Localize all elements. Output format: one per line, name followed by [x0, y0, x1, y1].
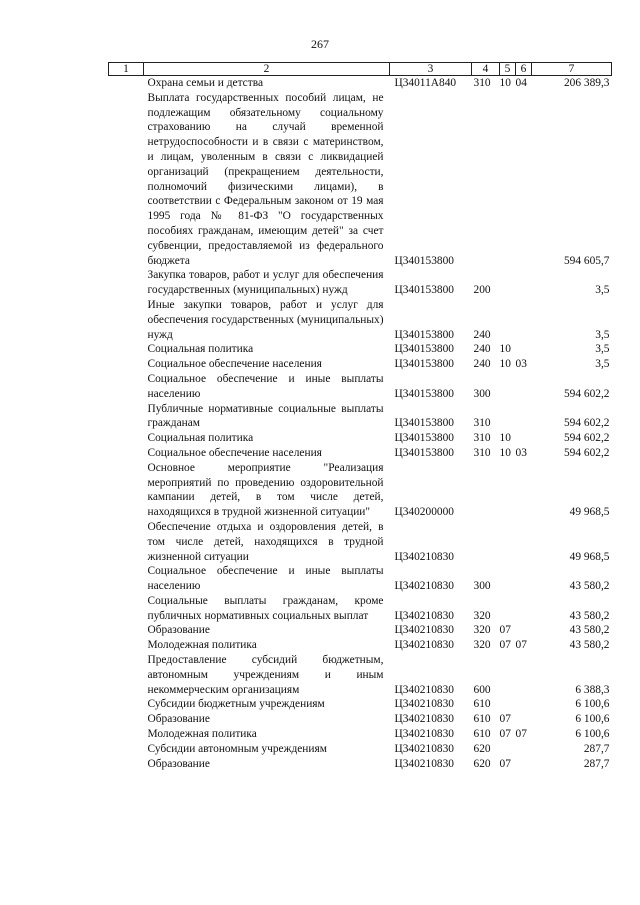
- row-pr: [516, 712, 532, 727]
- blank-cell: [109, 268, 144, 298]
- row-rz: [500, 520, 516, 564]
- column-header-6: 6: [516, 63, 532, 76]
- row-pr: [516, 697, 532, 712]
- row-kvr: 620: [473, 742, 491, 755]
- row-rz: [500, 298, 516, 342]
- row-code: Ц340210830: [394, 683, 454, 696]
- row-sum: 594 602,2: [563, 432, 610, 445]
- row-rz: [500, 564, 516, 594]
- column-header-1: 1: [109, 63, 144, 76]
- table-row: [109, 564, 612, 594]
- row-rz: [500, 594, 516, 624]
- row-name: Образование: [147, 757, 210, 770]
- table-row: [109, 268, 612, 298]
- row-kvr: 610: [473, 713, 491, 726]
- row-code: Ц340153800: [394, 446, 454, 459]
- table-row: [109, 653, 612, 697]
- row-pr: [516, 431, 532, 446]
- row-code: Ц340153800: [394, 387, 454, 400]
- row-kvr: 600: [473, 683, 491, 696]
- row-code: Ц340153800: [394, 358, 454, 371]
- row-name: Иные закупки товаров, работ и услуг для обеспечения государственных (муниципальных) нужд: [147, 298, 384, 341]
- row-kvr: 320: [473, 639, 491, 652]
- row-name: Охрана семьи и детства: [147, 77, 263, 89]
- blank-cell: [109, 594, 144, 624]
- row-kvr: 620: [473, 757, 491, 770]
- table-row: [109, 520, 612, 564]
- row-code: Ц340153800: [394, 328, 454, 341]
- row-rz: 10: [499, 446, 511, 459]
- row-sum: 43 580,2: [569, 580, 610, 593]
- blank-cell: [109, 564, 144, 594]
- column-header-5: 5: [500, 63, 516, 76]
- blank-cell: [109, 461, 144, 520]
- row-pr: [516, 623, 532, 638]
- row-rz: [500, 372, 516, 402]
- row-sum: 594 602,2: [563, 387, 610, 400]
- table-row: [109, 402, 612, 432]
- row-pr: 07: [515, 728, 527, 741]
- row-kvr: 310: [473, 432, 491, 445]
- row-pr: [516, 461, 532, 520]
- row-name: Социальная политика: [147, 343, 254, 356]
- blank-cell: [109, 712, 144, 727]
- row-pr: [516, 564, 532, 594]
- row-code: Ц340153800: [394, 417, 454, 430]
- table-body: [109, 76, 612, 772]
- row-name: Образование: [147, 624, 210, 637]
- row-sum: 594 605,7: [563, 254, 610, 267]
- row-rz: 10: [499, 77, 511, 89]
- row-code: Ц340210830: [394, 580, 454, 593]
- blank-cell: [109, 742, 144, 757]
- row-name: Социальное обеспечение и иные выплаты населению: [147, 372, 384, 400]
- column-header-2: 2: [144, 63, 390, 76]
- table-row: [109, 757, 612, 772]
- blank-cell: [109, 402, 144, 432]
- table-row: [109, 372, 612, 402]
- row-pr: [516, 757, 532, 772]
- row-name: Молодежная политика: [147, 639, 257, 652]
- row-kvr: 300: [473, 580, 491, 593]
- table-row: [109, 712, 612, 727]
- table-row: [109, 461, 612, 520]
- row-kvr: 310: [473, 446, 491, 459]
- row-code: Ц340210830: [394, 550, 454, 563]
- row-sum: 3,5: [595, 343, 610, 356]
- blank-cell: [109, 520, 144, 564]
- table-row: [109, 727, 612, 742]
- row-pr: [516, 520, 532, 564]
- row-pr: [516, 298, 532, 342]
- row-name: Публичные нормативные социальные выплаты гражданам: [147, 402, 384, 430]
- blank-cell: [109, 757, 144, 772]
- row-name: Основное мероприятие "Реализация мероприятий по проведению оздоровительной кампании детей, в том числе детей, находящихся в трудной жизненной ситуации": [147, 461, 384, 519]
- table-row: [109, 342, 612, 357]
- row-rz: [500, 742, 516, 757]
- blank-cell: [109, 357, 144, 372]
- row-pr: [516, 594, 532, 624]
- row-sum: 43 580,2: [569, 639, 610, 652]
- row-code: Ц34011А840: [394, 77, 457, 89]
- table-row: [109, 638, 612, 653]
- row-kvr: 310: [473, 417, 491, 430]
- row-rz: 10: [499, 343, 511, 356]
- row-code: Ц340153800: [394, 254, 454, 267]
- row-kvr: 240: [473, 358, 491, 371]
- row-rz: 07: [499, 728, 511, 741]
- row-pr: [516, 742, 532, 757]
- row-code: Ц340210830: [394, 639, 454, 652]
- column-header-3: 3: [390, 63, 472, 76]
- row-code: Ц340153800: [394, 284, 454, 297]
- row-kvr: 320: [473, 609, 491, 622]
- row-sum: 594 602,2: [563, 446, 610, 459]
- table-row: [109, 742, 612, 757]
- row-rz: [500, 461, 516, 520]
- row-code: Ц340210830: [394, 742, 454, 755]
- row-sum: 49 968,5: [569, 506, 610, 519]
- row-pr: [516, 653, 532, 697]
- row-pr: 04: [515, 77, 527, 89]
- row-pr: [516, 91, 532, 269]
- row-rz: [500, 91, 516, 269]
- row-rz: [500, 402, 516, 432]
- row-name: Закупка товаров, работ и услуг для обеспечения государственных (муниципальных) нужд: [147, 269, 384, 297]
- blank-cell: [109, 623, 144, 638]
- row-pr: 03: [515, 446, 527, 459]
- row-name: Предоставление субсидий бюджетным, автономным учреждениям и иным некоммерческим организациям: [147, 654, 384, 696]
- row-kvr: [472, 91, 500, 269]
- row-code: Ц340210830: [394, 757, 454, 770]
- row-code: Ц340210830: [394, 698, 454, 711]
- row-sum: 49 968,5: [569, 550, 610, 563]
- row-rz: [500, 697, 516, 712]
- table-row: [109, 431, 612, 446]
- row-rz: 07: [499, 639, 511, 652]
- table-row: [109, 298, 612, 342]
- row-name: Субсидии бюджетным учреждениям: [147, 698, 325, 711]
- blank-cell: [109, 697, 144, 712]
- row-kvr: [472, 520, 500, 564]
- row-rz: [500, 268, 516, 298]
- table-row: [109, 446, 612, 461]
- row-sum: 594 602,2: [563, 417, 610, 430]
- row-sum: 287,7: [583, 742, 610, 755]
- row-pr: 03: [515, 358, 527, 371]
- row-code: Ц340210830: [394, 713, 454, 726]
- row-name: Субсидии автономным учреждениям: [147, 742, 327, 755]
- blank-cell: [109, 653, 144, 697]
- row-rz: 07: [499, 757, 511, 770]
- row-rz: 10: [499, 432, 511, 445]
- row-kvr: 610: [473, 698, 491, 711]
- blank-cell: [109, 91, 144, 269]
- row-name: Социальное обеспечение и иные выплаты населению: [147, 565, 384, 593]
- row-name: Обеспечение отдыха и оздоровления детей, в том числе детей, находящихся в трудной жизненной ситуации: [147, 520, 384, 563]
- row-kvr: 610: [473, 728, 491, 741]
- row-sum: 43 580,2: [569, 624, 610, 637]
- table-row: [109, 623, 612, 638]
- row-kvr: 240: [473, 343, 491, 356]
- row-sum: 6 100,6: [575, 713, 610, 726]
- blank-cell: [109, 431, 144, 446]
- row-name: Образование: [147, 713, 210, 726]
- table-row: [109, 76, 612, 91]
- table-row: [109, 594, 612, 624]
- row-name: Социальное обеспечение населения: [147, 446, 322, 459]
- row-sum: 3,5: [595, 358, 610, 371]
- row-pr: [516, 268, 532, 298]
- blank-cell: [109, 727, 144, 742]
- row-code: Ц340200000: [394, 506, 454, 519]
- row-name: Молодежная политика: [147, 728, 257, 741]
- column-header-4: 4: [472, 63, 500, 76]
- row-code: Ц340153800: [394, 432, 454, 445]
- row-pr: 07: [515, 639, 527, 652]
- header-row: [109, 63, 612, 76]
- row-code: Ц340210830: [394, 728, 454, 741]
- column-header-7: 7: [532, 63, 612, 76]
- blank-cell: [109, 372, 144, 402]
- row-code: Ц340210830: [394, 624, 454, 637]
- row-name: Социальная политика: [147, 432, 254, 445]
- row-name: Социальные выплаты гражданам, кроме публичных нормативных социальных выплат: [147, 594, 384, 622]
- row-sum: 3,5: [595, 284, 610, 297]
- row-pr: [516, 402, 532, 432]
- row-rz: [500, 653, 516, 697]
- table-row: [109, 697, 612, 712]
- row-kvr: 300: [473, 387, 491, 400]
- row-kvr: 310: [473, 77, 491, 89]
- blank-cell: [109, 298, 144, 342]
- row-kvr: 200: [473, 284, 491, 297]
- row-rz: 07: [499, 713, 511, 726]
- row-kvr: 320: [473, 624, 491, 637]
- budget-table: [108, 62, 612, 771]
- blank-cell: [109, 638, 144, 653]
- row-rz: 10: [499, 358, 511, 371]
- row-sum: 287,7: [583, 757, 610, 770]
- row-code: Ц340153800: [394, 343, 454, 356]
- table-row: [109, 91, 612, 269]
- row-sum: 6 100,6: [575, 728, 610, 741]
- row-name: Социальное обеспечение населения: [147, 358, 322, 371]
- table-row: [109, 357, 612, 372]
- row-sum: 43 580,2: [569, 609, 610, 622]
- blank-cell: [109, 76, 144, 91]
- row-sum: 6 100,6: [575, 698, 610, 711]
- row-name: Выплата государственных пособий лицам, не подлежащим обязательному социальному страхованию на случай временной нетрудоспособности и в связи с материнством, и лицам, уволенным в связи с ликвидацией организаций (прекращением деятельности, полномочий физическими лицами), в соответствии с Федеральным законом от 19 мая 1995 года № 81-ФЗ "О государственных пособиях гражданам, имеющим детей" за счет субвенции, предоставляемой из федерального бюджета: [147, 91, 384, 267]
- row-sum: 3,5: [595, 328, 610, 341]
- row-pr: [516, 342, 532, 357]
- row-code: Ц340210830: [394, 609, 454, 622]
- row-kvr: [472, 461, 500, 520]
- row-sum: 206 389,3: [563, 77, 610, 89]
- row-sum: 6 388,3: [575, 683, 610, 696]
- row-rz: 07: [499, 624, 511, 637]
- blank-cell: [109, 342, 144, 357]
- page-number: 267: [311, 37, 329, 51]
- row-pr: [516, 372, 532, 402]
- row-kvr: 240: [473, 328, 491, 341]
- blank-cell: [109, 446, 144, 461]
